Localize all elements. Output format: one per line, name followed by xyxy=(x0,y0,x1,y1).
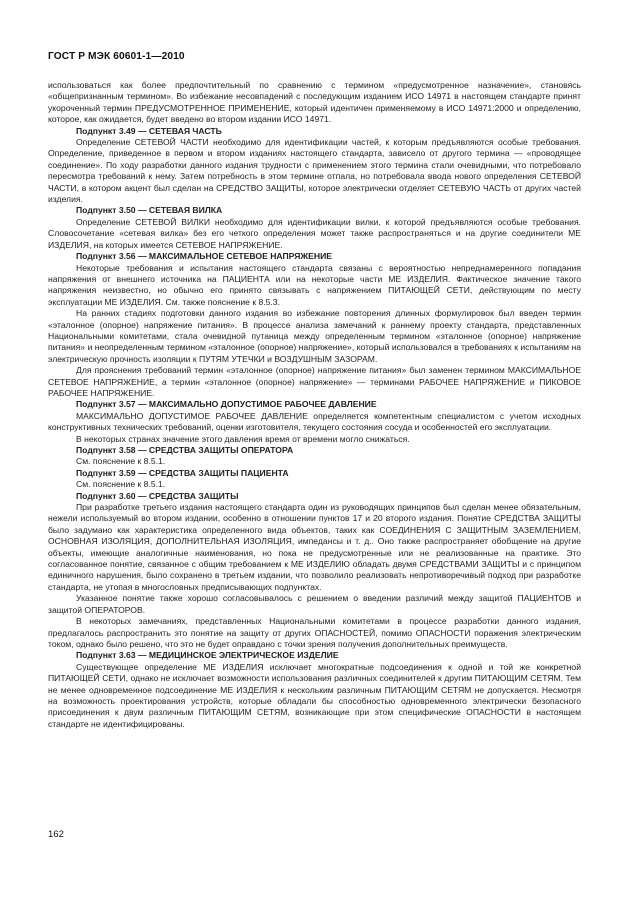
subclause-heading: Подпункт 3.56 — МАКСИМАЛЬНОЕ СЕТЕВОЕ НАПРЯЖЕНИЕ xyxy=(76,251,332,262)
paragraph: Некоторые требования и испытания настоящего стандарта связаны с вероятностью непреднамеренного попадания напряжения от внешнего источника на ПАЦИЕНТА или на некоторые части МЕ ИЗДЕЛИЯ. Фактическое значение такого напряжения неизвестно, но обычно его принято связывать с напряжением ПИТАЮЩЕЙ СЕТИ, действующим по месту эксплуатации МЕ ИЗДЕЛИЯ. См. также пояснение к 8.5.3. xyxy=(48,262,581,307)
paragraph: На ранних стадиях подготовки данного издания во избежание повторения длинных формулировок был введен термин «эталонное (опорное) напряжение питания». В процессе анализа замечаний к раннему проекту стандарта, представленных Национальными комитетами, стала очевидной путаница между определенным термином «эталонное (опорное) напряжение питания» и неопределенным термином «эталонное (опорное) напряжение», который использовался в требованиях к испытаниям на электрическую прочность изоляции к ПУТЯМ УТЕЧКИ и ВОЗДУШНЫМ ЗАЗОРАМ. xyxy=(48,308,581,364)
subclause-heading: Подпункт 3.57 — МАКСИМАЛЬНО ДОПУСТИМОЕ РАБОЧЕЕ ДАВЛЕНИЕ xyxy=(76,399,377,410)
paragraph: МАКСИМАЛЬНО ДОПУСТИМОЕ РАБОЧЕЕ ДАВЛЕНИЕ определяется компетентным специалистом с учетом исходных конструктивных технических требований, оценки изготовителя, текущего состояния сосуда и особенностей его эксплуатации. xyxy=(48,410,581,433)
page-number: 162 xyxy=(48,829,64,840)
subclause-heading: Подпункт 3.59 — СРЕДСТВА ЗАЩИТЫ ПАЦИЕНТА xyxy=(76,467,289,478)
paragraph: См. пояснение к 8.5.1. xyxy=(76,456,166,467)
paragraph: Для прояснения требований термин «эталонное (опорное) напряжение питания» был заменен термином МАКСИМАЛЬНОЕ СЕТЕВОЕ НАПРЯЖЕНИЕ, а термин «эталонное (опорное) напряжение» — терминами РАБОЧЕЕ НАПРЯЖЕНИЕ и ПИКОВОЕ РАБОЧЕЕ НАПРЯЖЕНИЕ. xyxy=(48,365,581,398)
paragraph: использоваться как более предпочтительный по сравнению с термином «предусмотренное назначение», становясь «общепризнанным термином». Во избежание несовпадений с последующим изданием ИСО 14971 в настоящем стандарте принят укороченный термин ПРЕДУСМОТРЕННОЕ ПРИМЕНЕНИЕ, который идентичен применяемому в ИСО 14971:2000 и определению, которое, как ожидается, будет введено во втором издании ИСО 14971. xyxy=(48,80,581,125)
subclause-heading: Подпункт 3.60 — СРЕДСТВА ЗАЩИТЫ xyxy=(76,490,239,501)
subclause-heading: Подпункт 3.63 — МЕДИЦИНСКОЕ ЭЛЕКТРИЧЕСКОЕ ИЗДЕЛИЕ xyxy=(76,650,339,661)
paragraph: В некоторых странах значение этого давления время от времени могло снижаться. xyxy=(76,433,410,444)
paragraph: См. пояснение к 8.5.1. xyxy=(76,479,166,490)
subclause-heading: Подпункт 3.49 — СЕТЕВАЯ ЧАСТЬ xyxy=(76,125,222,136)
document-body xyxy=(48,80,581,730)
paragraph: Определение СЕТЕВОЙ ВИЛКИ необходимо для идентификации вилки, к которой предъявляются особые требования. Словосочетание «сетевая вилка» без его четкого определения может также распространяться и на другие соединители МЕ ИЗДЕЛИЯ, на которых имеется СЕТЕВОЕ НАПРЯЖЕНИЕ. xyxy=(48,216,581,250)
paragraph: Указанное понятие также хорошо согласовывалось с решением о введении различий между защитой ПАЦИЕНТОВ и защитой ОПЕРАТОРОВ. xyxy=(48,593,581,615)
subclause-heading: Подпункт 3.50 — СЕТЕВАЯ ВИЛКА xyxy=(76,205,223,216)
paragraph: Существующее определение МЕ ИЗДЕЛИЯ исключает многократные подсоединения к одной и той же конкретной ПИТАЮЩЕЙ СЕТИ, однако не исключает возможности использования различных соединителей к другим ПИТАЮЩИМ СЕТЯМ. Тем не менее одновременное подсоединение МЕ ИЗДЕЛИЯ к нескольким различным ПИТАЮЩИМ СЕТЯМ не допускается. Несмотря на возможность проектирования устройств, которые обладали бы способностью одновременного электрически безопасного присоединения к двум различным ПИТАЮЩИМ СЕТЯМ, возникающие при этом специфические ОПАСНОСТИ в настоящем стандарте не идентифицированы. xyxy=(48,661,581,729)
paragraph: В некоторых замечаниях, представленных Национальными комитетами в процессе разработки данного издания, предлагалось распространить это понятие на защиту от других ОПАСНОСТЕЙ, помимо ОПАСНОСТИ поражения электрическим током, однако было решено, что это не будет оправдано с точки зрения получения дополнительных преимуществ. xyxy=(48,616,581,649)
document-header: ГОСТ Р МЭК 60601-1—2010 xyxy=(48,51,185,62)
paragraph: При разработке третьего издания настоящего стандарта один из руководящих принципов был сделан менее обязательным, нежели используемый во втором издании, особенно в отношении пунктов 17 и 20 второго издания. Понятие СРЕДСТВА ЗАЩИТЫ было задумано как характеристика определенного вида объектов, таких как СОЕДИНЕНИЯ С ЗАЩИТНЫМ ЗАЗЕМЛЕНИЕМ, ОСНОВНАЯ ИЗОЛЯЦИЯ, ДОПОЛНИТЕЛЬНАЯ ИЗОЛЯЦИЯ, импедансы и т. д.. Оно также распространяет обобщение на другие объекты, имеющие аналогичные наименования, но пока не предусмотренные или не реализованные на практике. Это согласованное понятие, связанное с общим требованием к МЕ ИЗДЕЛИЮ обладать двумя СРЕДСТВАМИ ЗАЩИТЫ и с принципом единичного нарушения, было сохранено в третьем издании, что позволило реализовать непротиворечивый подход при разработке стандарта, не утопая в многословных предписывающих подпунктах. xyxy=(48,502,581,592)
subclause-heading: Подпункт 3.58 — СРЕДСТВА ЗАЩИТЫ ОПЕРАТОРА xyxy=(76,445,294,455)
paragraph: Определение СЕТЕВОЙ ЧАСТИ необходимо для идентификации частей, к которым предъявляются особые требования. Определение, приведенное в первом и втором изданиях настоящего стандарта, зависело от другого термина — «проводящее соединение». По ходу разработки данного издания трудности с применением этого термина стали очевидными, что потребовало пересмотра требований к нему. Затем потребность в этом термине отпала, но потребовала ввода нового определения СЕТЕВОЙ ЧАСТИ, в котором акцент был сделан на СРЕДСТВО ЗАЩИТЫ, которое электрически отделяет СЕТЕВУЮ ЧАСТЬ от других частей изделия. xyxy=(48,137,581,205)
